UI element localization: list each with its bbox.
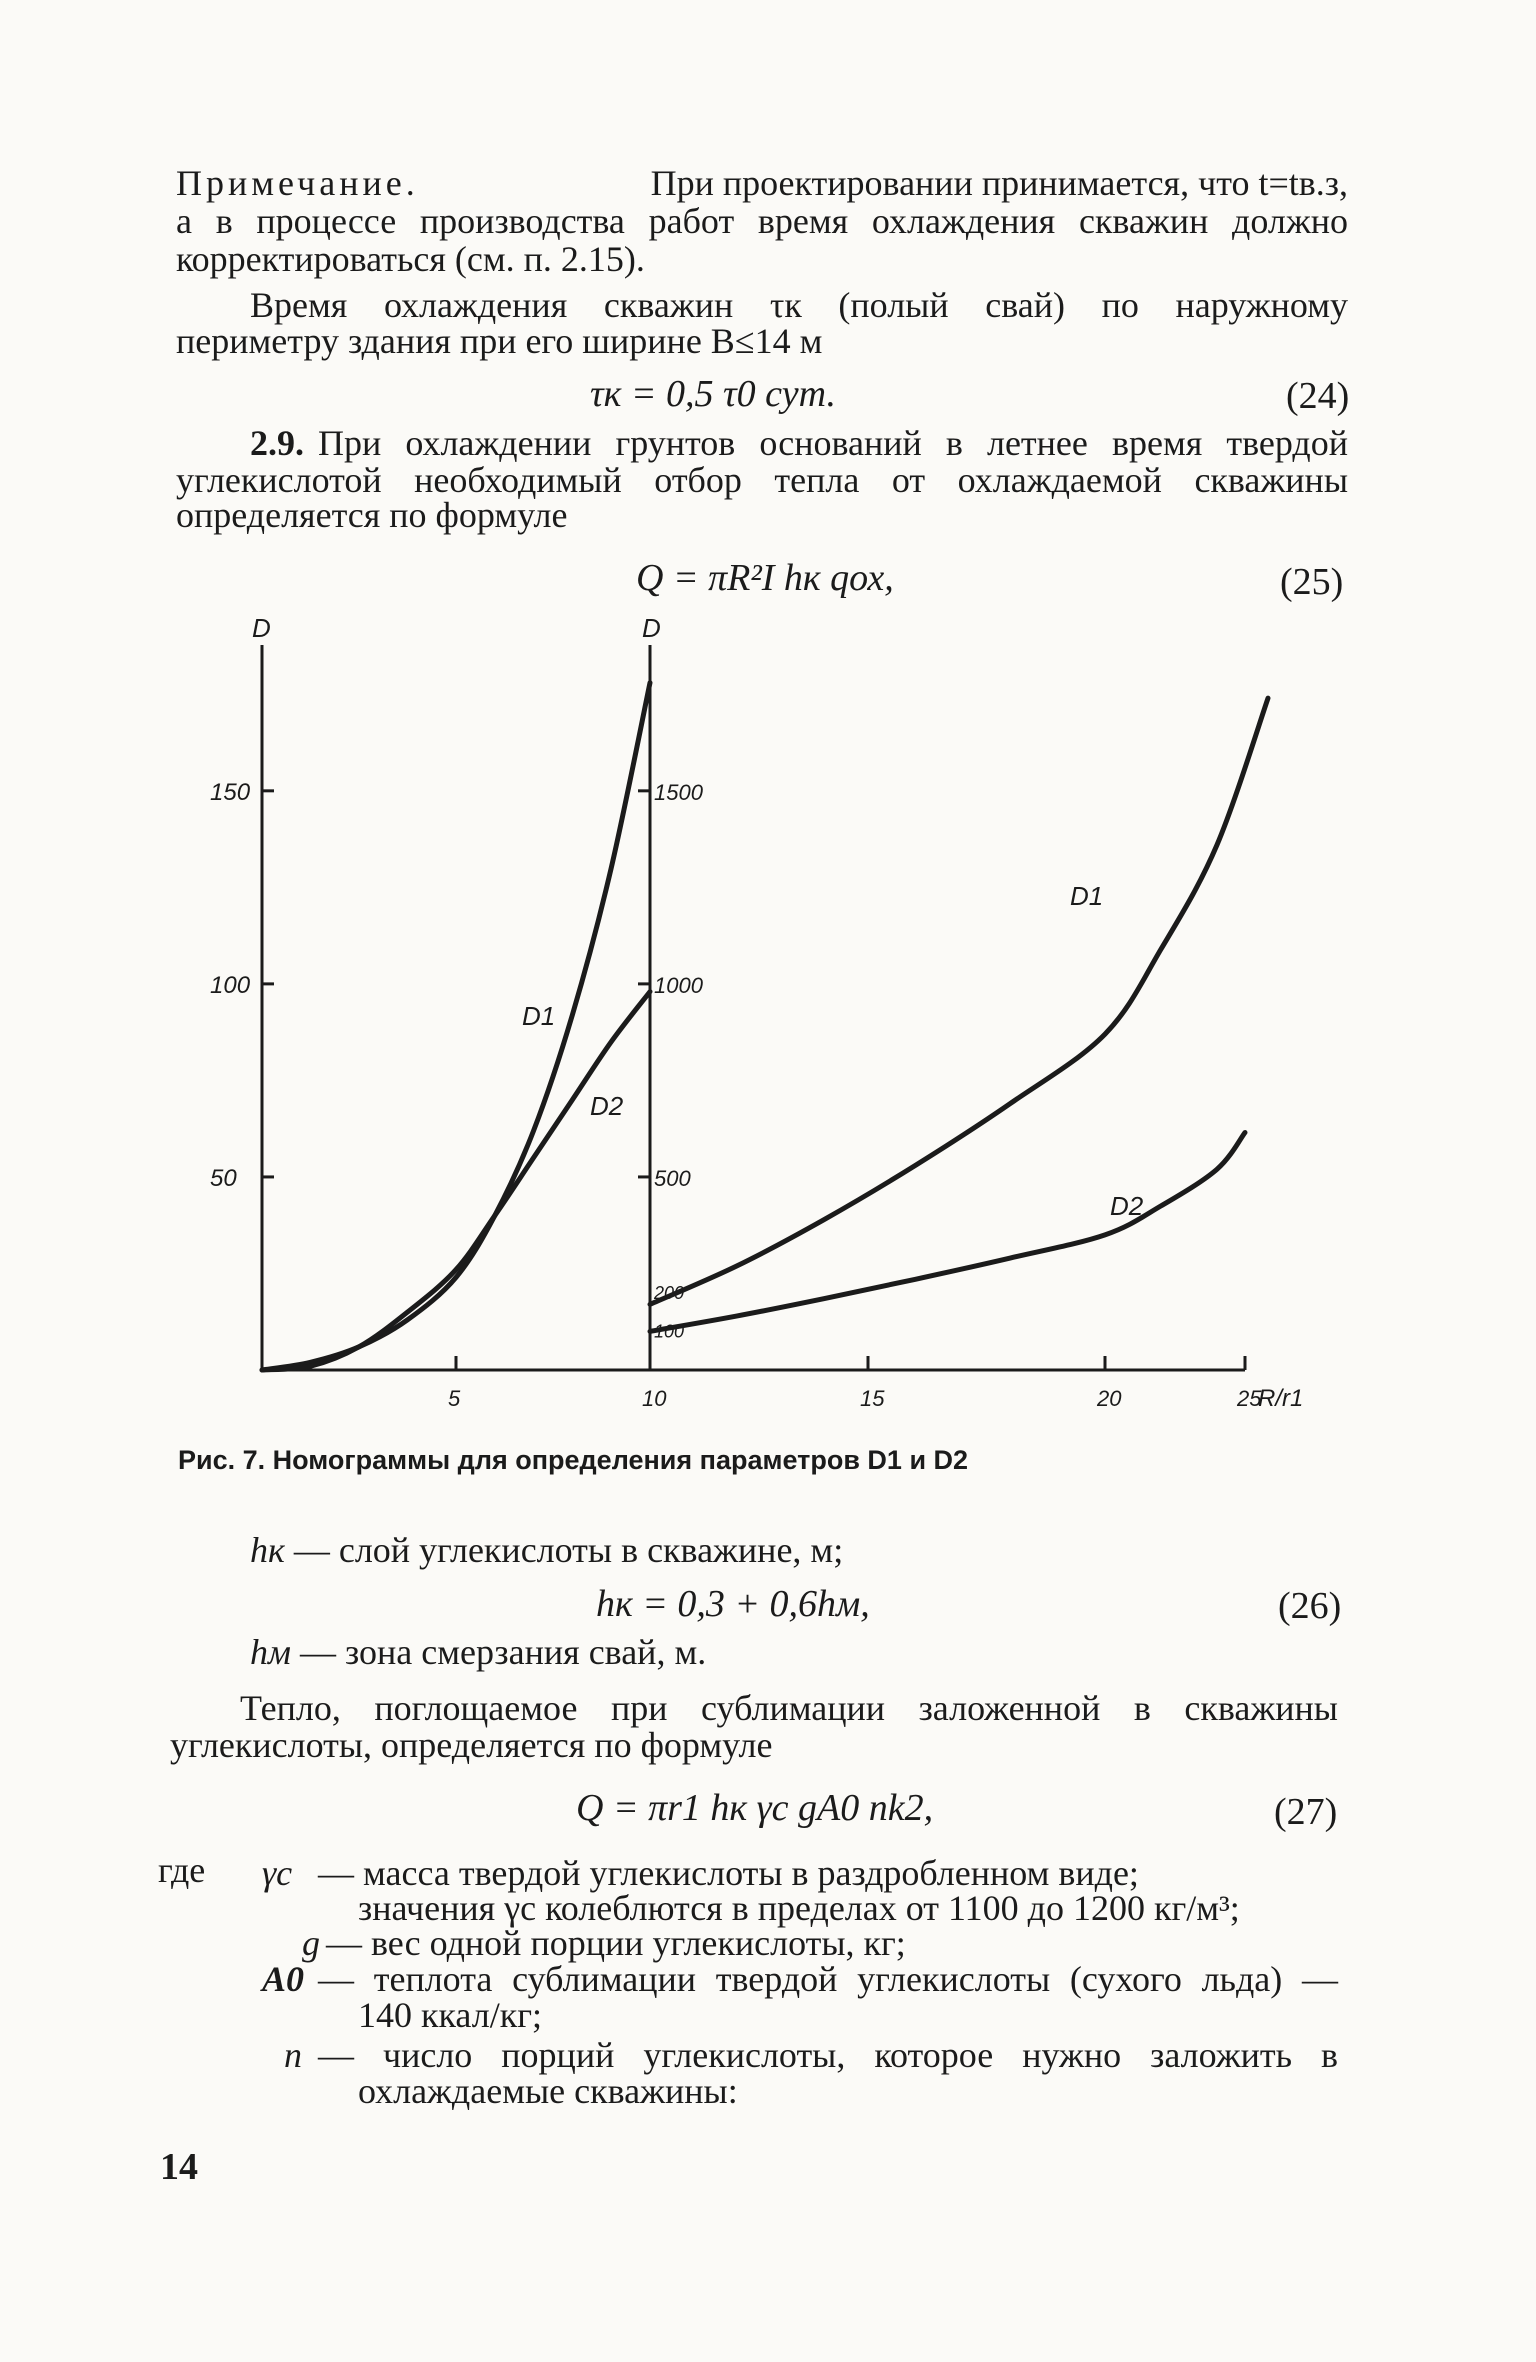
heat-line-1: Тепло, поглощаемое при сублимации заложенной в скважины [240,1688,1338,1728]
def-n-line-2: охлаждаемые скважины: [358,2071,738,2111]
note-text-1: При проектировании принимается, что t=tв.з, [650,163,1348,203]
curve-label-d1: D1 [1070,881,1104,911]
hm-definition [250,1632,707,1672]
def-n-line-1: — число порций углекислоты, которое нужно заложить в [318,2035,1338,2075]
equation-25-number: (25) [1280,561,1344,603]
left-tick-label: 100 [210,971,251,999]
def-gamma-c-line-1: — масса твердой углекислоты в раздробленном виде; [318,1853,1139,1893]
left-axis-label: D [252,615,271,643]
cooling-line-2: периметру здания при его ширине B≤14 м [176,321,823,361]
equation-26-number: (26) [1278,1585,1342,1627]
hm-symbol: hм [250,1632,291,1672]
def-gamma-c-line-2: значения γc колеблются в пределах от 1100 до 1200 кг/м³; [358,1888,1240,1928]
right-tick-label: 1500 [654,779,703,805]
note-heading: Примечание. [176,163,419,203]
figure-caption-prefix: Рис. 7. [178,1445,266,1475]
def-a0-line-2: 140 ккал/кг; [358,1995,542,2035]
page-number: 14 [160,2146,198,2188]
equation-27: Q = πr1 hк γc gA0 nk2, [576,1787,934,1829]
right-axis-label: D [642,615,661,643]
equation-24-number: (24) [1286,375,1350,417]
hm-text: — зона смерзания свай, м. [299,1632,707,1672]
def-g-symbol: g [302,1923,320,1963]
heat-line-2: углекислоты, определяется по формуле [170,1725,773,1765]
figure-caption-text: Номограммы для определения параметров D1 и D2 [272,1445,969,1475]
cooling-line-1: Время охлаждения скважин τк (полый свай) по наружному [250,285,1348,325]
left-tick-label: 50 [210,1164,237,1192]
def-n-symbol: n [284,2035,302,2075]
x-tick-label: 5 [448,1386,461,1411]
note-line-3: корректироваться (см. п. 2.15). [176,239,645,279]
right-tick-label: 100 [654,1321,685,1342]
curve-d1-right [650,698,1268,1304]
def-a0-line-1: — теплота сублимации твердой углекислоты (сухого льда) — [318,1959,1338,1999]
equation-26: hк = 0,3 + 0,6hм, [596,1583,870,1625]
curve-label-d2: D2 [1110,1191,1144,1221]
figure-caption [178,1445,968,1476]
x-tick-label: 20 [1097,1386,1122,1411]
x-tick-label: 10 [642,1386,667,1411]
section-2-9-line-1 [250,423,1348,463]
note-line-2: а в процессе производства работ время охлаждения скважин должно [176,201,1348,241]
right-tick-label: 200 [654,1282,685,1303]
equation-24: τк = 0,5 τ0 сут. [590,373,836,415]
left-tick-label: 150 [210,778,251,806]
nomogram-chart [150,615,1380,1415]
curve-d2-right [650,1133,1245,1332]
hk-definition [250,1530,844,1570]
equation-25: Q = πR²I hк qох, [636,557,894,599]
right-tick-label: 1000 [654,972,703,998]
x-tick-label: 15 [860,1386,885,1411]
section-2-9-line-3: определяется по формуле [176,495,568,535]
equation-27-number: (27) [1274,1791,1338,1833]
note-line-1 [176,163,1348,203]
def-gamma-c-symbol: γc [262,1853,293,1893]
section-2-9-line-2: углекислотой необходимый отбор тепла от охлаждаемой скважины [176,460,1348,500]
right-tick-label: 500 [654,1165,691,1191]
section-number: 2.9. [250,423,304,463]
curve-d2-left [262,992,650,1370]
x-axis-label: R/r1 [1258,1385,1304,1412]
def-a0-symbol: A0 [262,1959,305,1999]
where-word: где [158,1850,206,1890]
hk-symbol: hк [250,1530,285,1570]
hk-text: — слой углекислоты в скважине, м; [293,1530,844,1570]
section-2-9-text-1: При охлаждении грунтов оснований в летнее время твердой [318,423,1348,463]
def-g-line-1: — вес одной порции углекислоты, кг; [326,1923,906,1963]
curve-label-d1: D1 [522,1001,556,1031]
x-tick-label: 25 [1237,1386,1262,1411]
curve-label-d2: D2 [590,1091,624,1121]
